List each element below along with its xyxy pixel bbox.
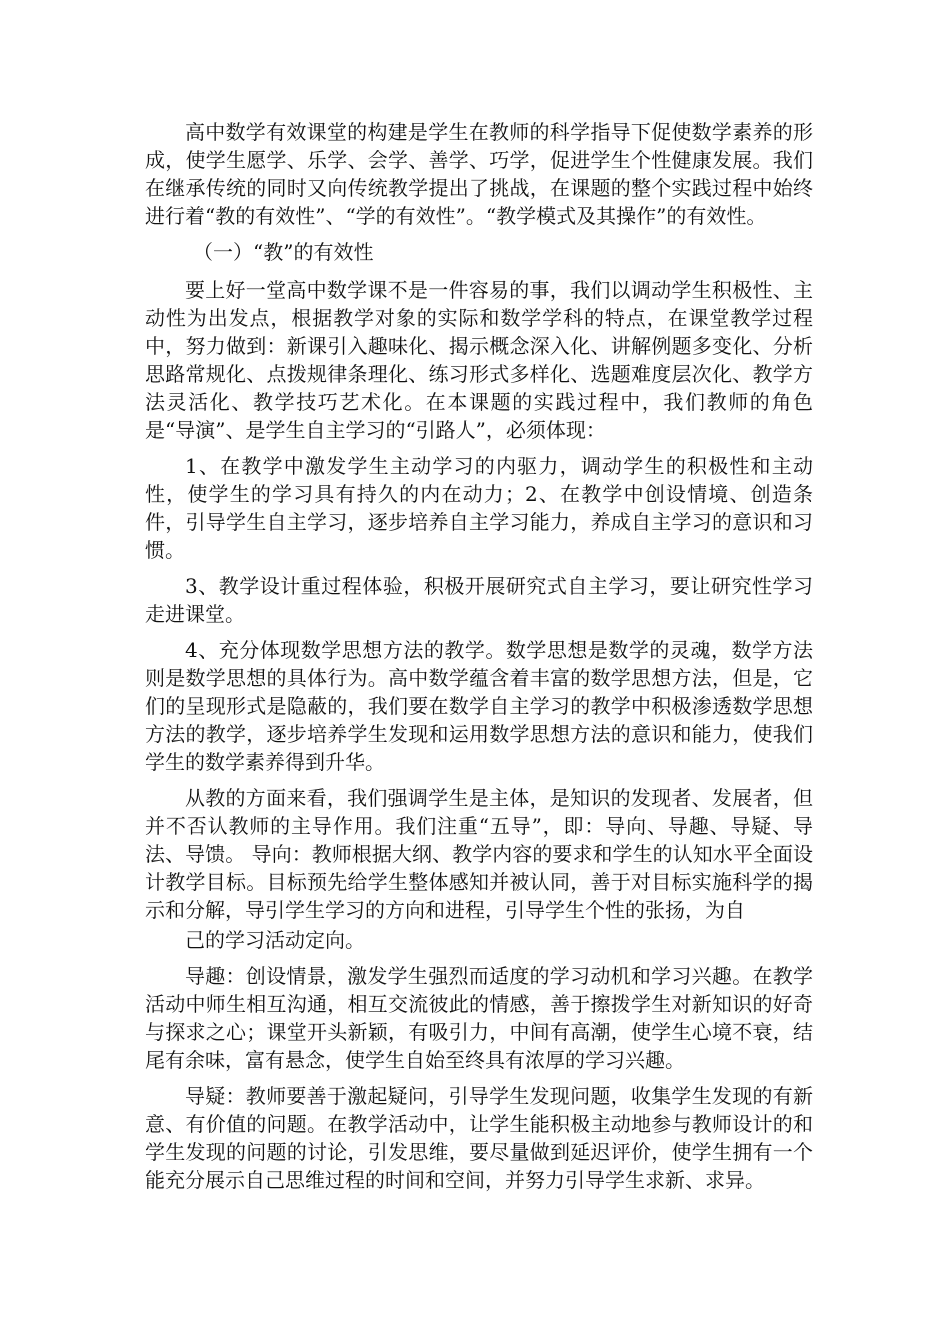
body-paragraph: 要上好一堂高中数学课不是一件容易的事，我们以调动学生积极性、主动性为出发点，根据教学对象的实际和数学学科的特点，在课堂教学过程中，努力做到：新课引入趣味化、揭示概念深入化、讲解例题多变化、分析思路常规化、点拨规律条理化、练习形式多样化、选题难度层次化、教学方法灵活化、教学技巧艺术化。在本课题的实践过程中，我们教师的角色是“导演”、是学生自主学习的“引路人”，必须体现：	[145, 278, 813, 442]
body-paragraph: 从教的方面来看，我们强调学生是主体，是知识的发现者、发展者，但并不否认教师的主导作用。我们注重“五导”，即：导向、导趣、导疑、导法、导馈。 导向：教师根据大纲、教学内容的要求和学生的认知水平全面设计教学目标。目标预先给学生整体感知并被认同，善于对目标实施科学的揭示和分解，导引学生学习的方向和进程，引导学生个性的张扬，为自	[145, 786, 813, 922]
list-paragraph: 4、充分体现数学思想方法的教学。数学思想是数学的灵魂，数学方法则是数学思想的具体行为。高中数学蕴含着丰富的数学思想方法，但是，它们的呈现形式是隐蔽的，我们要在数学自主学习的教学中积极渗透数学思想方法的教学，逐步培养学生发现和运用数学思想方法的意识和能力，使我们学生的数学素养得到升华。	[145, 638, 813, 774]
continuation-paragraph: 己的学习活动定向。	[185, 928, 365, 952]
body-paragraph: 导疑：教师要善于激起疑问，引导学生发现问题，收集学生发现的有新意、有价值的问题。在教学活动中，让学生能积极主动地参与教师设计的和学生发现的问题的讨论，引发思维，要尽量做到延迟评价，使学生拥有一个能充分展示自己思维过程的时间和空间，并努力引导学生求新、求异。	[145, 1084, 813, 1192]
section-heading: （一）“教”的有效性	[193, 240, 374, 264]
list-paragraph: 3、教学设计重过程体验，积极开展研究式自主学习，要让研究性学习走进课堂。	[145, 574, 813, 626]
body-paragraph: 导趣：创设情景，激发学生强烈而适度的学习动机和学习兴趣。在教学活动中师生相互沟通，相互交流彼此的情感，善于擦拨学生对新知识的好奇与探求之心；课堂开头新颖，有吸引力，中间有高潮，使学生心境不衰，结尾有余味，富有悬念，使学生自始至终具有浓厚的学习兴趣。	[145, 964, 813, 1072]
list-paragraph: 1、在教学中激发学生主动学习的内驱力，调动学生的积极性和主动性，使学生的学习具有持久的内在动力；2、在教学中创设情境、创造条件，引导学生自主学习，逐步培养自主学习能力，养成自主学习的意识和习惯。	[145, 454, 813, 562]
document-body	[145, 118, 813, 1202]
intro-paragraph: 高中数学有效课堂的构建是学生在教师的科学指导下促使数学素养的形成，使学生愿学、乐学、会学、善学、巧学，促进学生个性健康发展。我们在继承传统的同时又向传统教学提出了挑战，在课题的整个实践过程中始终进行着“教的有效性”、“学的有效性”。“教学模式及其操作”的有效性。	[145, 120, 813, 228]
